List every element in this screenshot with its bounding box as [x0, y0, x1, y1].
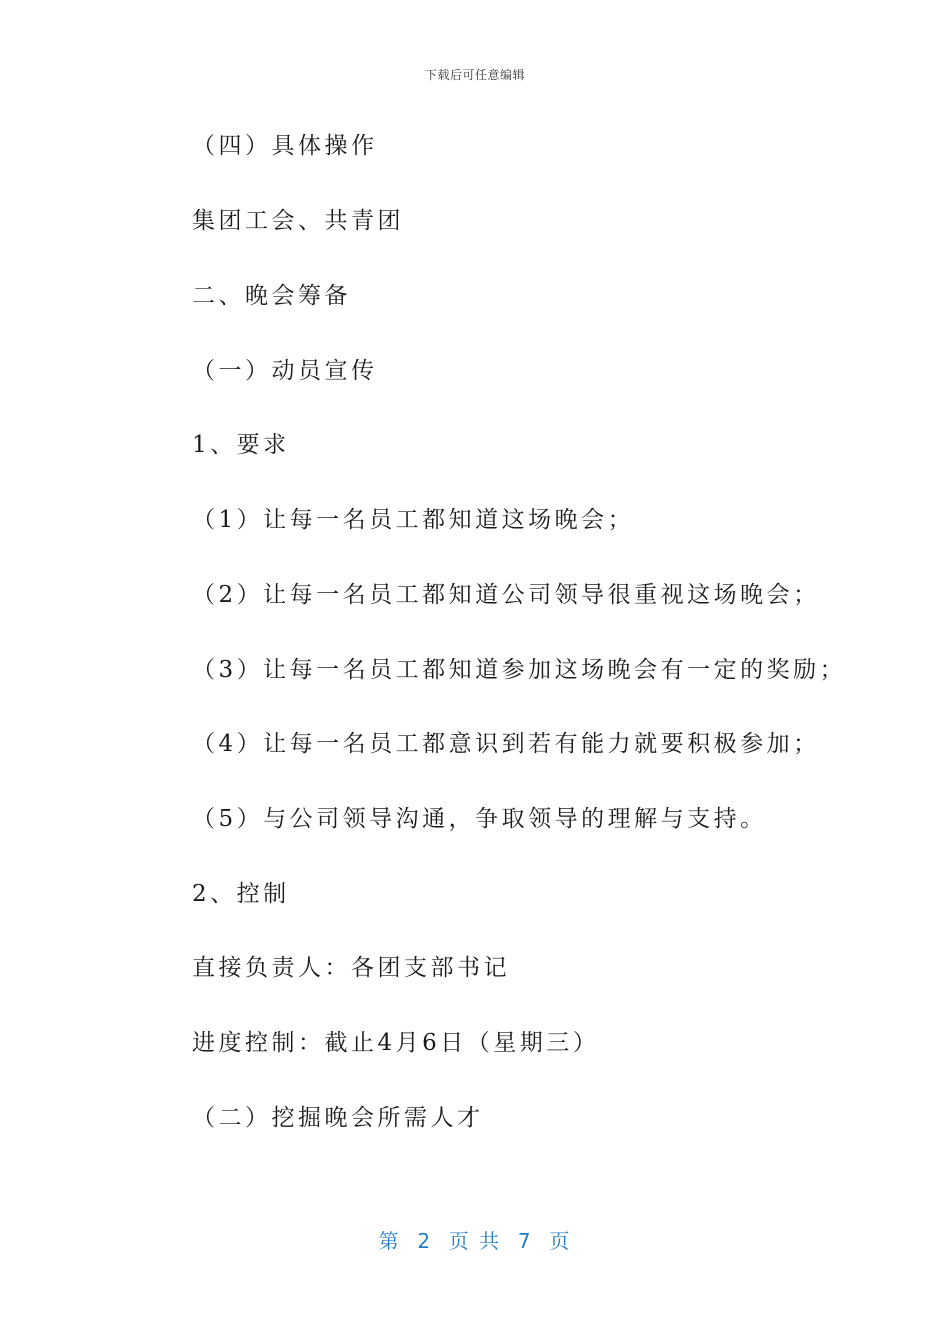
page-footer-page-number: 第 2 页 共 7 页 — [378, 1229, 572, 1253]
subsection-heading-talent: （二）挖掘晚会所需人才 — [192, 1105, 484, 1131]
requirement-item-5: （5）与公司领导沟通，争取领导的理解与支持。 — [192, 806, 767, 832]
paragraph-organizers: 集团工会、共青团 — [192, 208, 404, 234]
subsection-heading-mobilization: （一）动员宣传 — [192, 358, 378, 384]
requirement-item-2: （2）让每一名员工都知道公司领导很重视这场晚会； — [192, 582, 820, 608]
section-heading-specific-operation: （四）具体操作 — [192, 133, 378, 159]
section-heading-party-preparation: 二、晚会筹备 — [192, 283, 351, 309]
item-heading-control: 2、控制 — [192, 881, 290, 907]
requirement-item-3: （3）让每一名员工都知道参加这场晚会有一定的奖励； — [192, 657, 847, 683]
page-header: 下载后可任意编辑 — [424, 68, 525, 82]
requirement-item-1: （1）让每一名员工都知道这场晚会； — [192, 507, 635, 533]
paragraph-schedule-control: 进度控制：截止4月6日（星期三） — [192, 1030, 600, 1056]
requirement-item-4: （4）让每一名员工都意识到若有能力就要积极参加； — [192, 731, 820, 757]
paragraph-responsible-person: 直接负责人：各团支部书记 — [192, 955, 510, 981]
item-heading-requirements: 1、要求 — [192, 432, 290, 458]
